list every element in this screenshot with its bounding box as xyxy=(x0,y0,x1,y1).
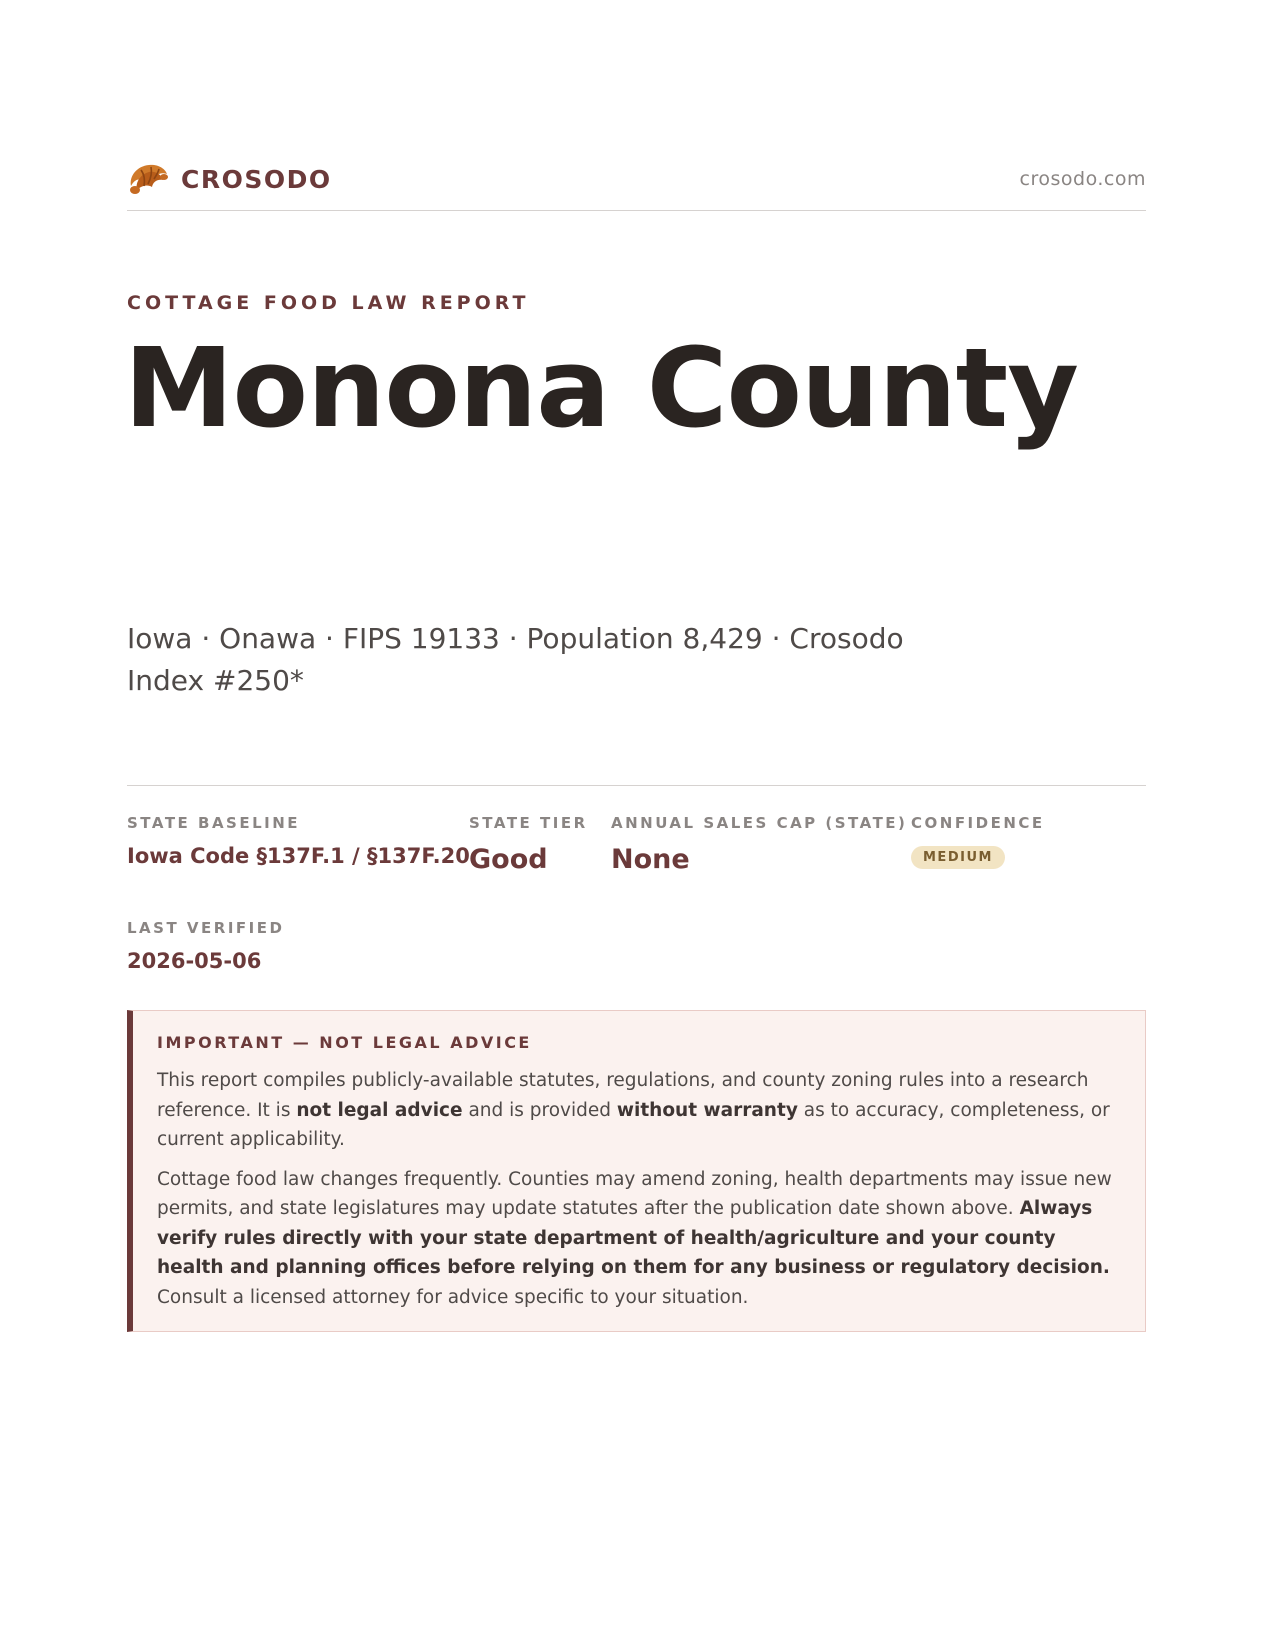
site-url[interactable]: crosodo.com xyxy=(1019,168,1146,190)
notice-emphasis: not legal advice xyxy=(296,1099,463,1121)
meta-label: LAST VERIFIED xyxy=(127,919,285,937)
brand[interactable] xyxy=(127,160,332,198)
notice-emphasis: Always verify rules directly with your state department of health/agriculture and your county health and planning offices before relying on them for any business or regulatory decision. xyxy=(157,1198,1110,1278)
notice-text: Consult a licensed attorney for advice specific to your situation. xyxy=(157,1286,749,1308)
croissant-icon xyxy=(127,160,169,198)
notice-text: Cottage food law changes frequently. Counties may amend zoning, health departments may issue new permits, and state legislatures may update statutes after the publication date shown above. xyxy=(157,1168,1112,1219)
notice-text: and is provided xyxy=(462,1099,617,1121)
notice-paragraph xyxy=(157,1165,1119,1313)
meta-sales-cap xyxy=(611,814,907,875)
notice-emphasis: without warranty xyxy=(616,1099,798,1121)
legal-notice xyxy=(127,1010,1146,1332)
county-subline: Iowa · Onawa · FIPS 19133 · Population 8,429 · Crosodo Index #250* xyxy=(127,622,904,697)
meta-label: STATE BASELINE xyxy=(127,814,301,832)
brand-name: CROSODO xyxy=(181,164,332,194)
page-header xyxy=(127,158,1146,211)
meta-value: Iowa Code §137F.1 / §137F.20 xyxy=(127,844,470,868)
notice-text: as to accuracy, completeness, or current applicability. xyxy=(157,1099,1110,1150)
section-divider xyxy=(127,785,1146,786)
meta-label: ANNUAL SALES CAP (STATE) xyxy=(611,814,908,832)
meta-label: CONFIDENCE xyxy=(911,814,1045,832)
page-title: Monona County xyxy=(124,324,1078,452)
meta-value: Good xyxy=(469,844,548,875)
meta-confidence xyxy=(911,814,1045,869)
meta-state-tier xyxy=(469,814,588,875)
notice-text: This report compiles publicly-available statutes, regulations, and county zoning rules into a research reference. It is xyxy=(157,1070,1089,1121)
meta-value: 2026-05-06 xyxy=(127,949,262,973)
meta-label: STATE TIER xyxy=(469,814,588,832)
meta-last-verified xyxy=(127,919,284,973)
notice-paragraph xyxy=(157,1066,1119,1155)
meta-value: None xyxy=(611,844,690,875)
report-eyebrow: COTTAGE FOOD LAW REPORT xyxy=(127,292,530,314)
meta-state-baseline xyxy=(127,814,470,868)
notice-title: IMPORTANT — NOT LEGAL ADVICE xyxy=(157,1033,532,1052)
confidence-badge: MEDIUM xyxy=(911,846,1005,869)
